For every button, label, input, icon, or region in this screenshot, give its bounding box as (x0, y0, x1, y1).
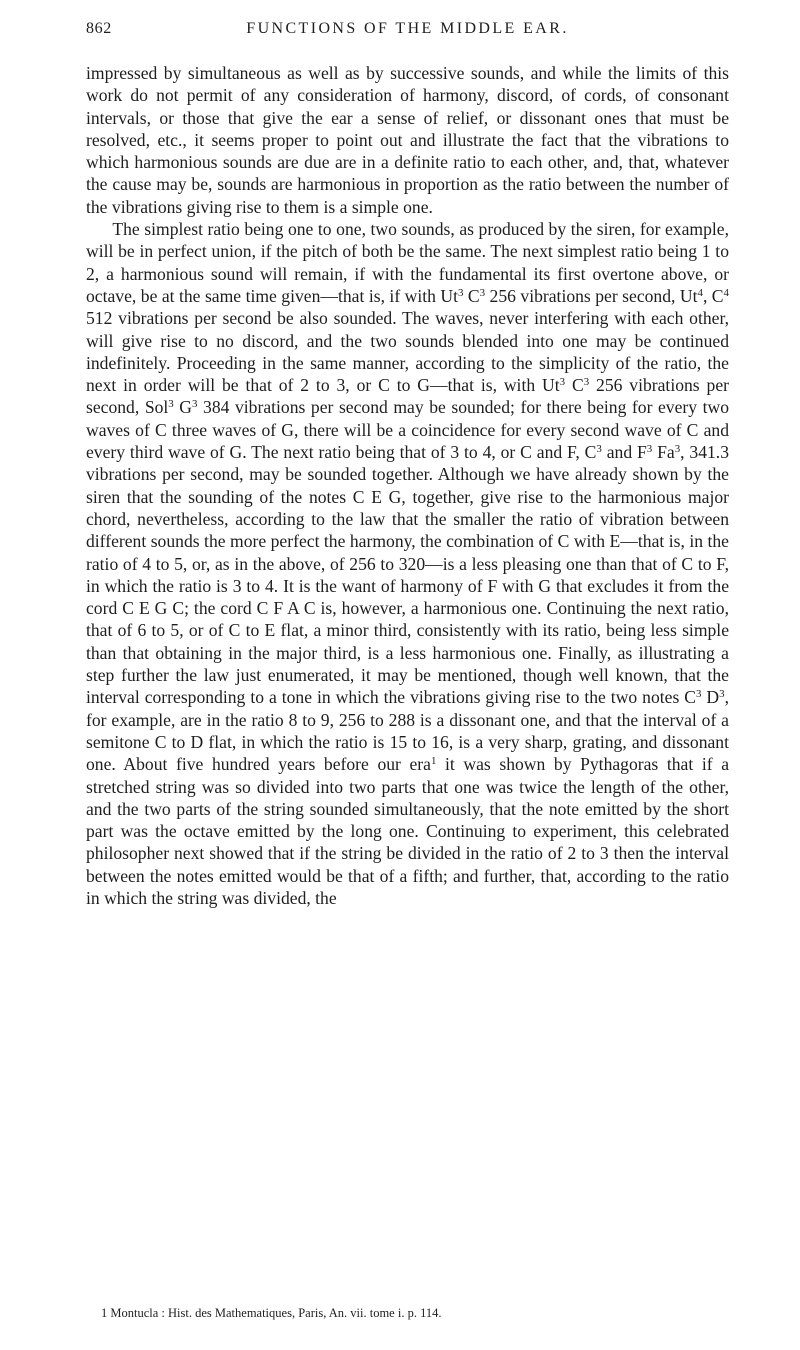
superscript: 3 (583, 376, 590, 389)
superscript: 3 (192, 398, 198, 411)
superscript: 3 (719, 688, 725, 701)
footnote: 1 Montucla : Hist. des Mathematiques, Paris, An. vii. tome i. p. 114. (101, 1306, 442, 1320)
superscript: 1 (430, 755, 437, 768)
superscript: 4 (723, 286, 729, 299)
body-text (86, 62, 729, 909)
superscript: 3 (559, 376, 566, 389)
superscript: 3 (674, 443, 681, 456)
superscript: 4 (697, 286, 703, 299)
chapter-title: FUNCTIONS OF THE MIDDLE EAR. (246, 20, 569, 37)
paragraph-2: The simplest ratio being one to one, two sounds, as produced by the siren, for example, will be in perfect union, if the pitch of both be the same. The next simplest ratio being 1 to 2, a harmonious sound will remain, if with the fundamental its first overtone above, or octave, be at the same time given—that is, if with Ut$^3$ $C^3$ 256 vibrations per second, Ut$^4$, $C^4$ 512 vibrations per second be also sounded. The waves, never interfering with each other, will give rise to no discord, and the two sounds blended into one may be continued indefinitely. Proceeding in the same manner, according to the simplicity of the ratio, the next in order will be that of 2 to 3, or C to G—that is, with Ut$^3$ $C^3$ 256 vibrations per second, Sol$^3$ $G^3$ 384 vibrations per second may be sounded; for there being for every two waves of C three waves of G, there will be a coincidence for every second wave of C and every third wave of G. The next ratio being that of 3 to 4, or C and F, $C^3$ and $F^3$ Fa$^3$, 341.3 vibrations per second, may be sounded together. Although we have already shown by the siren that the sounding of the notes C E G, together, give rise to the harmonious major chord, nevertheless, according to the law that the smaller the ratio of vibration between different sounds the more perfect the harmony, the combination of C with E—that is, in the ratio of 4 to 5, or, as in the above, of 256 to 320—is a less pleasing one than that of C to F, in which the ratio is 3 to 4. It is the want of harmony of F with G that excludes it from the cord C E G C; the cord C F A C is, however, a harmonious one. Continuing the next ratio, that of 6 to 5, or of C to E flat, a minor third, consistently with its ratio, being less simple than that obtaining in the major third, is a less harmonious one. Finally, as illustrating a step further the law just enumerated, it may be mentioned, though well known, that the interval corresponding to a tone in which the vibrations giving rise to the two notes $C^3$ $D^3$, for example, are in the ratio 8 to 9, 256 to 288 is a dissonant one, and that the interval of a semitone C to D flat, in which the ratio is 15 to 16, is a very sharp, grating, and dissonant one. About five hundred years before our era$^1$ it was shown by Pythagoras that if a stretched string was so divided into two parts that one was twice the length of the other, and the two parts of the string sounded simultaneously, that the note emitted by the short part was the octave emitted by the long one. Continuing to experiment, this celebrated philosopher next showed that if the string be divided in the ratio of 2 to 3 then the interval between the notes emitted would be that of a fifth; and further, that, according to the ratio in which the string was divided, the (86, 219, 730, 908)
page-number: 862 (86, 20, 112, 37)
paragraph-1: impressed by simultaneous as well as by successive sounds, and while the limits of this work do not permit of any consideration of harmony, discord, of cords, of consonant intervals, or those that give the ear a sense of relief, or dissonant ones that must be resolved, etc., it seems proper to point out and illustrate the fact that the vibrations to which harmonious sounds are due are in a definite ratio to each other, and, that, whatever the cause may be, sounds are harmonious in proportion as the ratio between the number of the vibrations giving rise to them is a simple one. (86, 63, 729, 217)
superscript: 3 (479, 286, 486, 299)
superscript: 3 (457, 286, 464, 299)
superscript: 3 (596, 443, 602, 456)
superscript: 3 (168, 398, 174, 411)
superscript: 3 (696, 688, 702, 701)
superscript: 3 (646, 443, 653, 456)
running-head (86, 20, 729, 44)
